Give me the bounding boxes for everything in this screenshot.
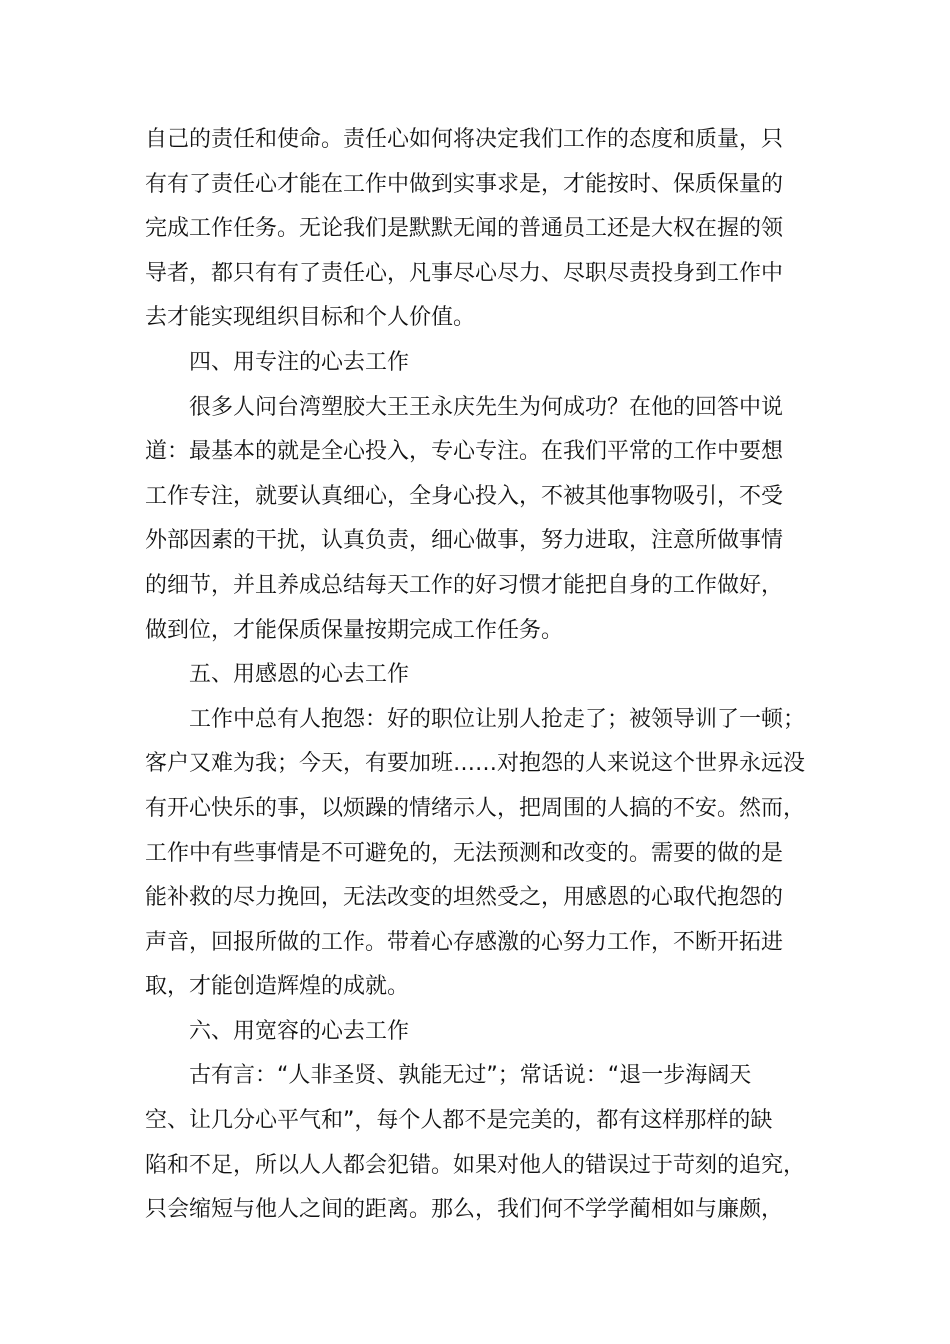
text-line: 有开心快乐的事，以烦躁的情绪示人，把周围的人搞的不安。然而， <box>145 795 806 821</box>
paragraph-first-line: 五、用感恩的心去工作 <box>189 662 410 688</box>
document-body <box>145 118 810 1233</box>
text-line: 导者，都只有有了责任心，凡事尽心尽力、尽职尽责投身到工作中 <box>145 260 784 286</box>
text-line: 声音，回报所做的工作。带着心存感激的心努力工作，不断开拓进 <box>145 929 784 955</box>
text-line: 完成工作任务。无论我们是默默无闻的普通员工还是大权在握的领 <box>145 216 784 242</box>
text-line: 只会缩短与他人之间的距离。那么，我们何不学学蔺相如与廉颇， <box>145 1197 784 1223</box>
text-line: 的细节，并且养成总结每天工作的好习惯才能把自身的工作做好， <box>145 572 784 598</box>
text-line: 陷和不足，所以人人都会犯错。如果对他人的错误过于苛刻的追究， <box>145 1152 806 1178</box>
text-line: 去才能实现组织目标和个人价值。 <box>145 305 476 331</box>
text-line: 工作专注，就要认真细心，全身心投入，不被其他事物吸引，不受 <box>145 483 784 509</box>
text-line: 空、让几分心平气和”，每个人都不是完美的，都有这样那样的缺 <box>145 1108 773 1134</box>
text-line: 做到位，才能保质保量按期完成工作任务。 <box>145 617 564 643</box>
paragraph-first-line: 工作中总有人抱怨：好的职位让别人抢走了；被领导训了一顿； <box>189 706 806 732</box>
text-line: 能补救的尽力挽回，无法改变的坦然受之，用感恩的心取代抱怨的 <box>145 885 784 911</box>
text-line: 客户又难为我；今天，有要加班……对抱怨的人来说这个世界永远没 <box>145 751 806 777</box>
text-line: 取，才能创造辉煌的成就。 <box>145 974 410 1000</box>
text-line: 有有了责任心才能在工作中做到实事求是，才能按时、保质保量的 <box>145 171 784 197</box>
text-line: 自己的责任和使命。责任心如何将决定我们工作的态度和质量，只 <box>145 127 784 152</box>
text-line: 道：最基本的就是全心投入，专心专注。在我们平常的工作中要想 <box>145 439 784 465</box>
paragraph-first-line: 很多人问台湾塑胶大王王永庆先生为何成功？在他的回答中说 <box>189 394 784 420</box>
paragraph-first-line: 六、用宽容的心去工作 <box>189 1018 410 1044</box>
text-line: 外部因素的干扰，认真负责，细心做事，努力进取，注意所做事情 <box>145 528 784 554</box>
paragraph-first-line: 四、用专注的心去工作 <box>189 349 410 375</box>
text-line: 工作中有些事情是不可避免的，无法预测和改变的。需要的做的是 <box>145 840 784 866</box>
paragraph-first-line: 古有言：“人非圣贤、孰能无过”；常话说：“退一步海阔天 <box>189 1063 752 1089</box>
